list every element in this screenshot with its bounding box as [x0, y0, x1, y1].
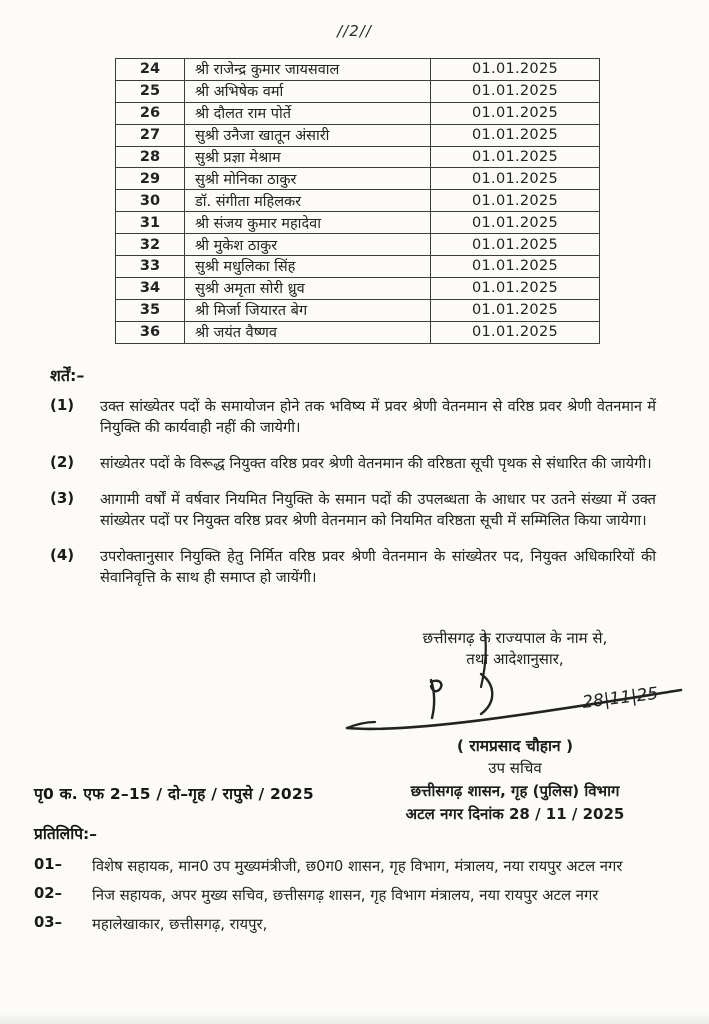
date-cell: 01.01.2025	[431, 277, 600, 299]
condition-text: आगामी वर्षों में वर्षवार नियमित नियुक्ति के समान पदों की उपलब्धता के आधार पर उतने संख्या में उक्त सांख्येतर पदों पर नियुक्त वरिष्ठ प्रवर श्रेणी वेतनमान को नियमित वरिष्ठता सूची में सम्मिलित किया जायेगा।	[100, 491, 656, 529]
condition-item	[50, 489, 656, 531]
serial-cell: 34	[116, 277, 185, 299]
condition-item	[50, 396, 656, 438]
serial-cell: 35	[116, 299, 185, 321]
date-cell: 01.01.2025	[431, 102, 600, 124]
serial-cell: 31	[116, 212, 185, 234]
name-cell: सुश्री उनैजा खातून अंसारी	[185, 124, 431, 146]
signature-block	[335, 628, 695, 824]
signature-area	[335, 672, 695, 740]
handwritten-date-text: 28|11|25	[581, 683, 660, 713]
condition-text: उक्त सांख्येतर पदों के समायोजन होने तक भविष्य में प्रवर श्रेणी वेतनमान से वरिष्ठ प्रवर श्रेणी वेतनमान में नियुक्ति की कार्यवाही नहीं की जायेगी।	[100, 398, 656, 436]
copy-to-heading: प्रतिलिपि:–	[34, 825, 97, 843]
table-row	[116, 212, 600, 234]
table-row	[116, 59, 600, 81]
copy-item-number: 01–	[34, 856, 62, 873]
serial-cell: 33	[116, 256, 185, 278]
date-cell: 01.01.2025	[431, 168, 600, 190]
date-cell: 01.01.2025	[431, 59, 600, 81]
endorsement-number: पृ0 क. एफ 2–15 / दो–गृह / रापुसे / 2025	[34, 785, 314, 803]
name-cell: श्री अभिषेक वर्मा	[185, 80, 431, 102]
date-cell: 01.01.2025	[431, 299, 600, 321]
date-cell: 01.01.2025	[431, 190, 600, 212]
name-cell: सुश्री मधुलिका सिंह	[185, 256, 431, 278]
conditions-list	[50, 396, 656, 588]
serial-cell: 29	[116, 168, 185, 190]
table-row	[116, 234, 600, 256]
name-cell: डॉ. संगीता महिलकर	[185, 190, 431, 212]
table-row	[116, 277, 600, 299]
place-and-date: अटल नगर दिनांक 28 / 11 / 2025	[405, 805, 625, 823]
date-cell: 01.01.2025	[431, 124, 600, 146]
table-row	[116, 168, 600, 190]
date-cell: 01.01.2025	[431, 146, 600, 168]
copy-item-text: विशेष सहायक, मान0 उप मुख्यमंत्रीजी, छ0ग0 शासन, गृह विभाग, मंत्रालय, नया रायपुर अटल नगर	[92, 858, 623, 875]
serial-cell: 32	[116, 234, 185, 256]
signatory-name: ( रामप्रसाद चौहान )	[456, 737, 574, 755]
table-row	[116, 190, 600, 212]
name-cell: श्री राजेन्द्र कुमार जायसवाल	[185, 59, 431, 81]
copy-item-text: निज सहायक, अपर मुख्य सचिव, छत्तीसगढ़ शासन, गृह विभाग मंत्रालय, नया रायपुर अटल नगर	[92, 887, 599, 904]
date-cell: 01.01.2025	[431, 80, 600, 102]
copy-item	[34, 885, 682, 906]
condition-text: सांख्येतर पदों के विरूद्ध नियुक्त वरिष्ठ प्रवर श्रेणी वेतनमान की वरिष्ठता सूची पृथक से संधारित की जायेगी।	[100, 455, 652, 472]
officer-seniority-table	[115, 58, 600, 344]
serial-cell: 25	[116, 80, 185, 102]
name-cell: श्री दौलत राम पोर्ते	[185, 102, 431, 124]
condition-number: (3)	[50, 489, 75, 507]
copy-item-number: 02–	[34, 885, 62, 902]
scan-edge-shadow	[0, 1012, 709, 1024]
table-row	[116, 102, 600, 124]
table-row	[116, 256, 600, 278]
copy-to-list	[34, 856, 682, 935]
name-cell: श्री मिर्जा जियारत बेग	[185, 299, 431, 321]
copy-item-number: 03–	[34, 914, 62, 931]
date-cell: 01.01.2025	[431, 212, 600, 234]
table-row	[116, 146, 600, 168]
serial-cell: 27	[116, 124, 185, 146]
table-row	[116, 80, 600, 102]
signatory-designation: उप सचिव	[488, 759, 542, 777]
conditions-heading: शर्तें:–	[50, 366, 85, 385]
name-cell: श्री जयंत वैष्णव	[185, 321, 431, 343]
condition-item	[50, 546, 656, 588]
date-cell: 01.01.2025	[431, 321, 600, 343]
copy-item	[34, 914, 682, 935]
name-cell: सुश्री मोनिका ठाकुर	[185, 168, 431, 190]
name-cell: सुश्री अमृता सोरी ध्रुव	[185, 277, 431, 299]
authority-line: छत्तीसगढ़ के राज्यपाल के नाम से,	[422, 629, 608, 647]
signature-scribble-icon	[335, 632, 695, 742]
copy-item-text: महालेखाकार, छत्तीसगढ़, रायपुर,	[92, 916, 268, 933]
authority-line: तथा आदेशानुसार,	[466, 650, 564, 668]
table-row	[116, 321, 600, 343]
name-cell: सुश्री प्रज्ञा मेश्राम	[185, 146, 431, 168]
signatory-department: छत्तीसगढ़ शासन, गृह (पुलिस) विभाग	[410, 782, 620, 800]
serial-cell: 24	[116, 59, 185, 81]
name-cell: श्री मुकेश ठाकुर	[185, 234, 431, 256]
condition-item	[50, 453, 656, 474]
condition-text: उपरोक्तानुसार नियुक्ति हेतु निर्मित वरिष्ठ प्रवर श्रेणी वेतनमान के सांख्येतर पद, नियुक्त अधिकारियों की सेवानिवृत्ति के साथ ही समाप्त हो जायेंगी।	[100, 548, 656, 586]
serial-cell: 36	[116, 321, 185, 343]
table-row	[116, 299, 600, 321]
date-cell: 01.01.2025	[431, 256, 600, 278]
condition-number: (4)	[50, 546, 75, 564]
page-number: //2//	[337, 22, 372, 40]
condition-number: (2)	[50, 453, 75, 471]
copy-item	[34, 856, 682, 877]
name-cell: श्री संजय कुमार महादेवा	[185, 212, 431, 234]
serial-cell: 30	[116, 190, 185, 212]
table-row	[116, 124, 600, 146]
serial-cell: 28	[116, 146, 185, 168]
serial-cell: 26	[116, 102, 185, 124]
date-cell: 01.01.2025	[431, 234, 600, 256]
condition-number: (1)	[50, 396, 75, 414]
